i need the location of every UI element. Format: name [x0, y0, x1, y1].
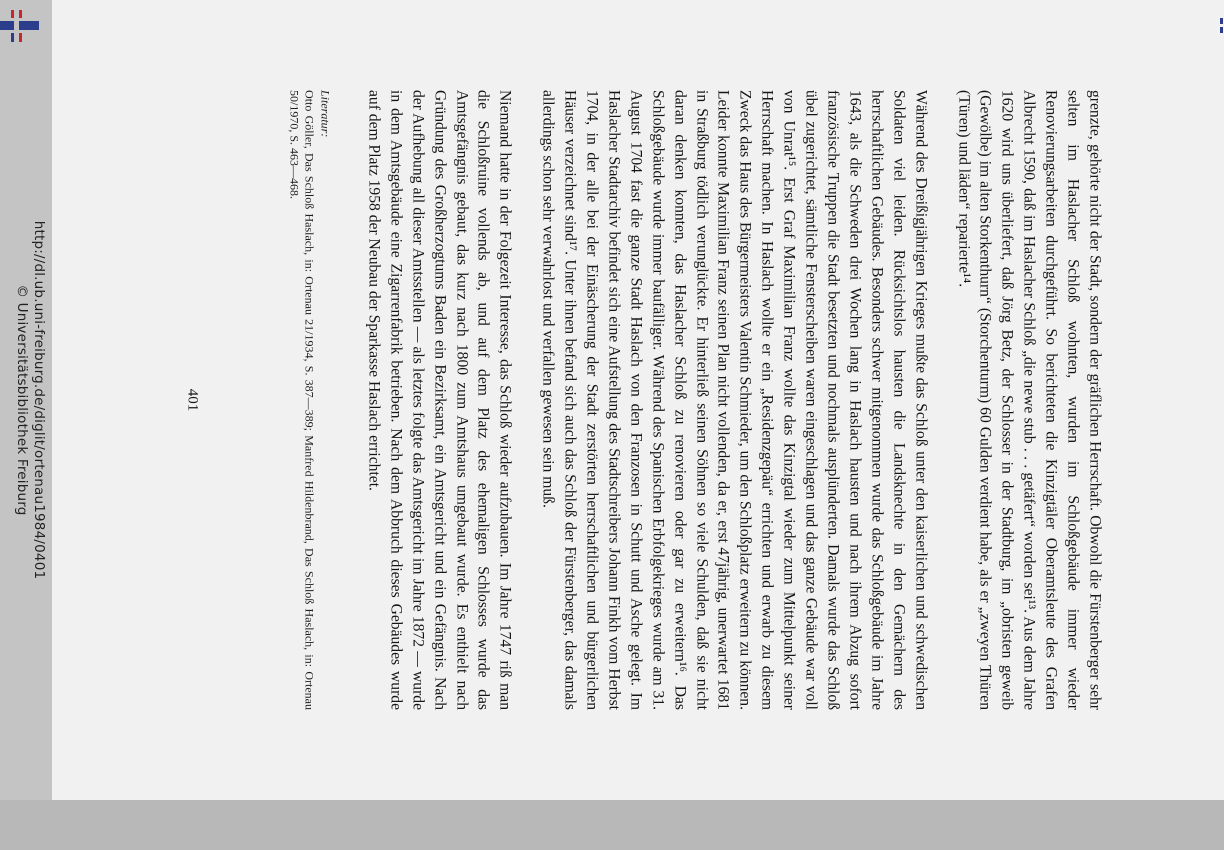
paragraph-2: Während des Dreißigjährigen Krieges mußte das Schloß unter den kaiserlichen und schwedischen Soldaten viel leiden. Rücksichtslos hausten die Landsknechte in den Gemächern des herrschaftlichen Gebäudes. Besonders schwer mitgenommen wurde das Schloßgebäude im Jahre 1643, als die Schweden drei Wochen lang in Haslach hausten und nach ihrem Abzug sofort französische Truppen die Stadt besetzten und nochmals ausplünderten. Damals wurde das Schloß übel zugerichtet, sämtliche Fensterscheiben waren eingeschlagen und das ganze Gebäude war voll von Unrat¹⁵. Erst Graf Maximilian Franz wollte das Kinzigtal wieder zum Mittelpunkt seiner Herrschaft machen. In Haslach wollte er ein „Residenzgepäu“ errichten und erwarb zu diesem Zweck das Haus des Bürgermeisters Valentin Schmieder, um den Schloßplatz erweitern zu können. Leider konnte Maximilian Franz seinen Plan nicht vollenden, da er, erst 47jährig, unerwartet 1681 in Straßburg tödlich verunglückte. Er hinterließ seinen Söhnen so viele Schulden, daß sie nicht daran denken konnten, das Haslacher Schloß zu renovieren oder gar zu erweitern¹⁶. Das Schloßgebäude wurde immer baufälliger. Während des Spanischen Erbfolgekrieges wurde am 31. August 1704 fast die ganze Stadt Haslach von den Franzosen in Schutt und Asche gelegt. Im Haslacher Stadtarchiv befindet sich eine Aufstellung des Stadtschreibers Johann Finkh vom Herbst 1704, in der alle bei der Einäscherung der Stadt zerstörten herrschaftlichen und bürgerlichen Häuser verzeichnet sind¹⁷. Unter ihnen befand sich auch das Schloß der Fürstenberger, das damals allerdings schon sehr verwahrlost und verfallen gewesen sein muß. [539, 90, 930, 710]
body-text [363, 90, 1106, 710]
scanned-page [52, 0, 1224, 800]
paragraph-1: grenzte, gehörte nicht der Stadt, sondern der gräflichen Herrschaft. Obwohl die Fürstenberger sehr selten im Haslacher Schloß wohnten, wurden im Schloßgebäude immer wieder Renovierungsarbeiten durchgeführt. So berichteten die Kinzigtäler Oberamtsleute des Grafen Albrecht 1590, daß im Haslacher Schloß „die newe stub . . . getäfert“ worden sei¹³. Aus dem Jahre 1620 wird uns überliefert, daß Jörg Betz, der Schlosser in der Stadtburg, im „obristen geweib (Gewölbe) im alten Storkenthurn“ (Storchenturm) 60 Gulden verdient habe, als er „zweyen Thüren (Türen) und läden“ reparierte¹⁴. [955, 90, 1104, 710]
page-content [171, 90, 1106, 710]
literature-text: Otto Göller, Das Schloß Haslach, in: Ortenau 21/1934, S. 387—389; Manfred Hildenbrand, Das Schloß Haslach, in: Ortenau 50/1970, S. 463—468. [287, 90, 317, 710]
paragraph-3: Niemand hatte in der Folgezeit Interesse, das Schloß wieder aufzubauen. Im Jahre 1747 riß man die Schloßruine vollends ab, und auf dem Platz des ehemaligen Schlosses wurde das Amtsgefängnis gebaut, das kurz nach 1800 zum Amtshaus umgebaut wurde. Es enthielt nach Gründung des Großherzogtums Baden ein Bezirksamt, ein Amtsgericht und ein Gefängnis. Nach der Aufhebung all dieser Amtsstellen — als letztes folgte das Amtsgericht im Jahre 1872 — wurde in dem Amtsgebäude eine Zigarrenfabrik betrieben. Nach dem Abbruch dieses Gebäudes wurde auf dem Platz 1958 der Neubau der Sparkasse Haslach errichtet. [365, 90, 514, 710]
watermark-copyright: © Universitätsbibliothek Freiburg [14, 284, 30, 516]
page-edge-mark-icon [1218, 18, 1224, 34]
literature-heading: Literatur: [318, 90, 333, 138]
watermark-url[interactable]: http://dl.ub.uni-freiburg.de/diglit/ortenau1984/0401 [31, 220, 47, 580]
literature-section [286, 90, 333, 710]
page-number: 401 [184, 388, 201, 412]
watermark [0, 0, 60, 800]
